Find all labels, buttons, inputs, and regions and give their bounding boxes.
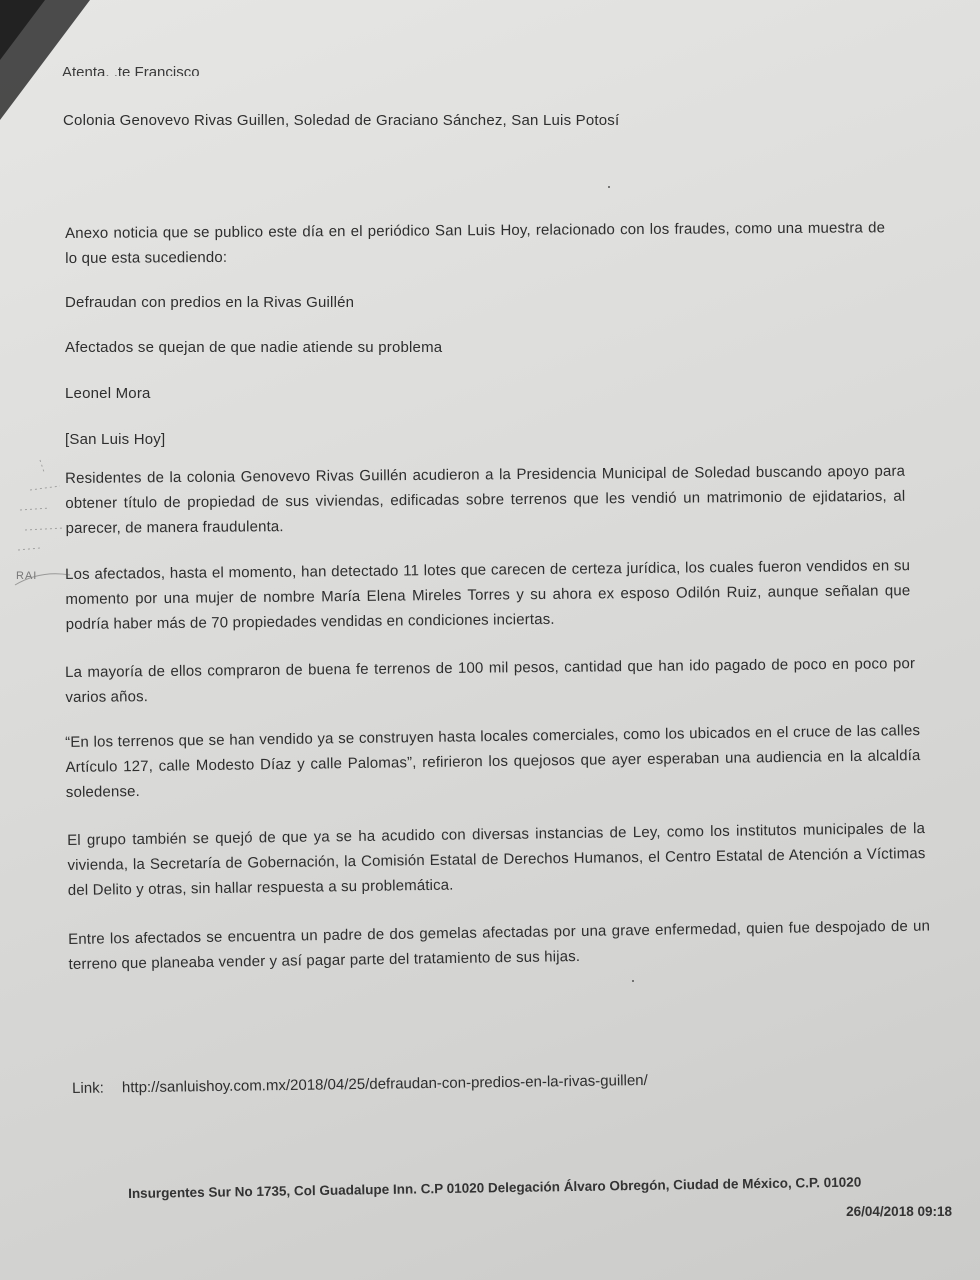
paper-speck [608,186,610,188]
footer-address: Insurgentes Sur No 1735, Col Guadalupe Inn. C.P 01020 Delegación Álvaro Obregón, Ciudad de México, C.P. 01020 [128,1174,862,1201]
article-paragraph: Entre los afectados se encuentra un padre de dos gemelas afectadas por una grave enfermedad, quien fue despojado de un terreno que planeaba vender y así pagar parte del tratamiento de sus hijas. [68,917,931,973]
article-paragraph: “En los terrenos que se han vendido ya se construyen hasta locales comerciales, como los ubicados en el cruce de las calles Artículo 127, calle Modesto Díaz y calle Palomas”, refirieron los quejosos que ayer esperaban una audiencia en la alcaldía soledense. [65,722,921,801]
article-link[interactable]: http://sanluishoy.com.mx/2018/04/25/defraudan-con-predios-en-la-rivas-guillen/ [121,1071,648,1097]
article-paragraph: El grupo también se quejó de que ya se ha acudido con diversas instancias de Ley, como los institutos municipales de la vivienda, la Secretaría de Gobernación, la Comisión Estatal de Derechos Humanos, el Centro Estatal de Atención a Víctimas del Delito y otras, sin hallar respuesta a su problemática. [67,820,926,899]
paper-speck [632,980,634,982]
article-source: [San Luis Hoy] [65,431,166,448]
ink-smudge-marks [10,450,80,610]
footer-datetime: 26/04/2018 09:18 [846,1204,952,1219]
cut-off-header: Atenta. .te Francisco [62,64,200,76]
page-corner-fold [0,0,45,60]
address-line: Colonia Genovevo Rivas Guillen, Soledad de Graciano Sánchez, San Luis Potosí [63,112,620,129]
article-paragraph: Residentes de la colonia Genovevo Rivas Guillén acudieron a la Presidencia Municipal de Soledad buscando apoyo para obtener título de propiedad de sus viviendas, edificadas sobre terrenos que les vendió un matrimonio de ejidatarios, al parecer, de manera fraudulenta. [65,462,906,537]
link-row [72,1072,648,1097]
intro-paragraph: Anexo noticia que se publico este día en el periódico San Luis Hoy, relacionado con los fraudes, como una muestra de lo que esta sucediendo: [65,219,886,267]
article-paragraph: La mayoría de ellos compraron de buena fe terrenos de 100 mil pesos, cantidad que han ido pagado de poco en poco por varios años. [65,655,916,706]
link-label: Link: [72,1079,104,1097]
article-headline: Defraudan con predios en la Rivas Guillén [65,294,355,311]
article-subheadline: Afectados se quejan de que nadie atiende su problema [65,339,443,356]
article-paragraph: Los afectados, hasta el momento, han detectado 11 lotes que carecen de certeza jurídica, los cuales fueron vendidos en su momento por una mujer de nombre María Elena Mireles Torres y su ahora ex esposo Odilón Ruiz, aunque señalan que podría haber más de 70 propiedades vendidas en condiciones inciertas. [65,557,911,633]
article-author: Leonel Mora [65,385,151,402]
stamp-fragment: RAI [16,570,38,582]
